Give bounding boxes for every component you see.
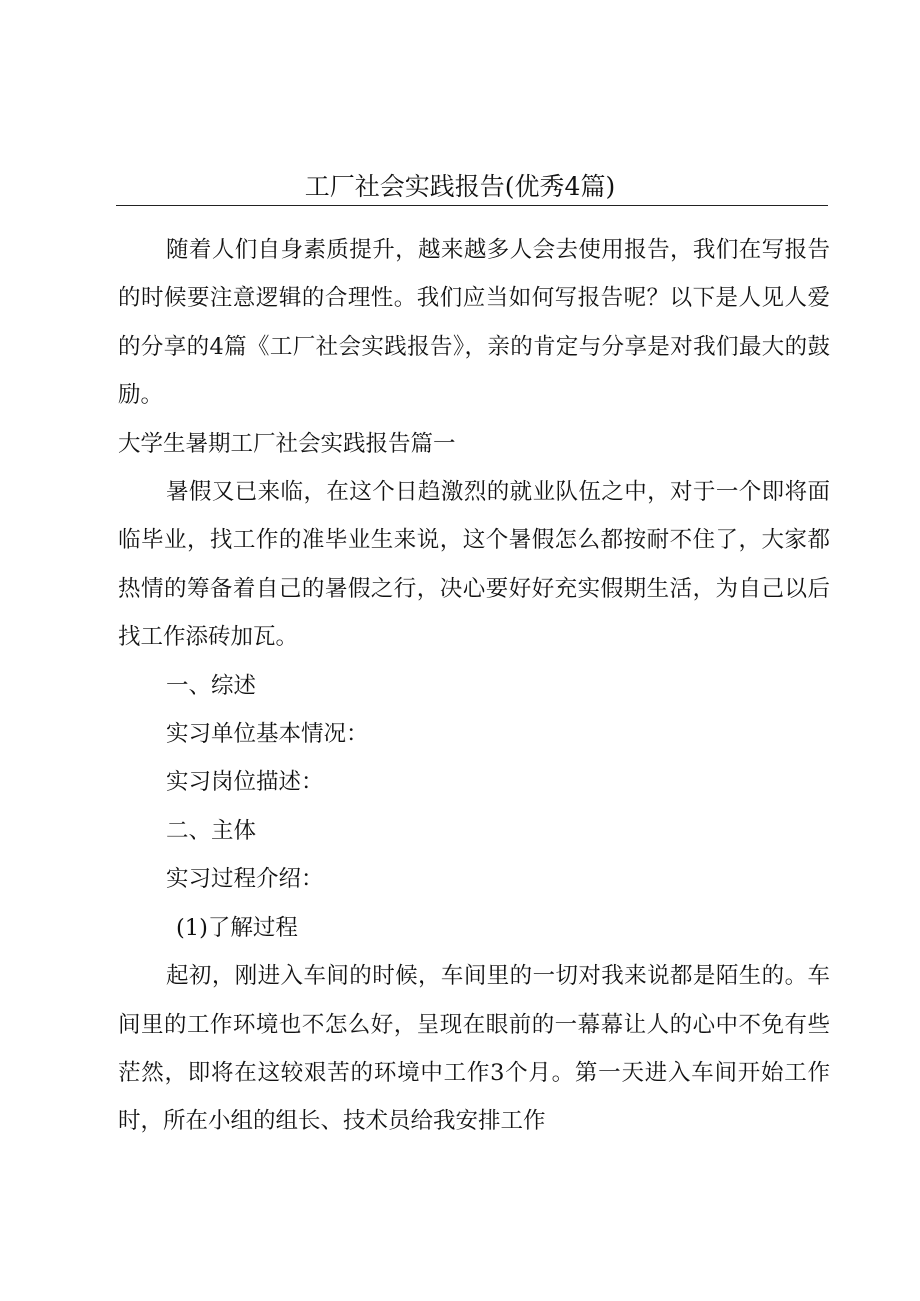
body-paragraph: 暑假又已来临，在这个日趋激烈的就业队伍之中，对于一个即将面临毕业，找工作的准毕业生来说，这个暑假怎么都按耐不住了，大家都热情的筹备着自己的暑假之行，决心要好好充实假期生活，为自己以后找工作添砖加瓦。 [118,479,830,651]
intro-paragraph: 随着人们自身素质提升，越来越多人会去使用报告，我们在写报告的时候要注意逻辑的合理性。我们应当如何写报告呢？以下是人见人爱的分享的4篇《工厂社会实践报告》，亲的肯定与分享是对我们最大的鼓励。 [118,237,830,409]
section-heading: 大学生暑期工厂社会实践报告篇一 [118,430,456,457]
document-body [118,226,830,1146]
outline-subitem-understanding: (1)了解过程 [176,914,298,941]
outline-item-unit-info: 实习单位基本情况： [166,721,369,748]
body-paragraph: 起初，刚进入车间的时候，车间里的一切对我来说都是陌生的。车间里的工作环境也不怎么好，呈现在眼前的一幕幕让人的心中不免有些茫然，即将在这较艰苦的环境中工作3个月。第一天进入车间开始工作时，所在小组的组长、技术员给我安排工作 [118,963,830,1135]
outline-heading-overview: 一、综述 [166,672,257,699]
document-title: 工厂社会实践报告(优秀4篇) [304,172,616,201]
outline-heading-main: 二、主体 [166,817,257,844]
title-underline [116,205,828,206]
outline-item-position: 实习岗位描述： [166,769,324,796]
outline-item-process: 实习过程介绍： [166,866,324,893]
